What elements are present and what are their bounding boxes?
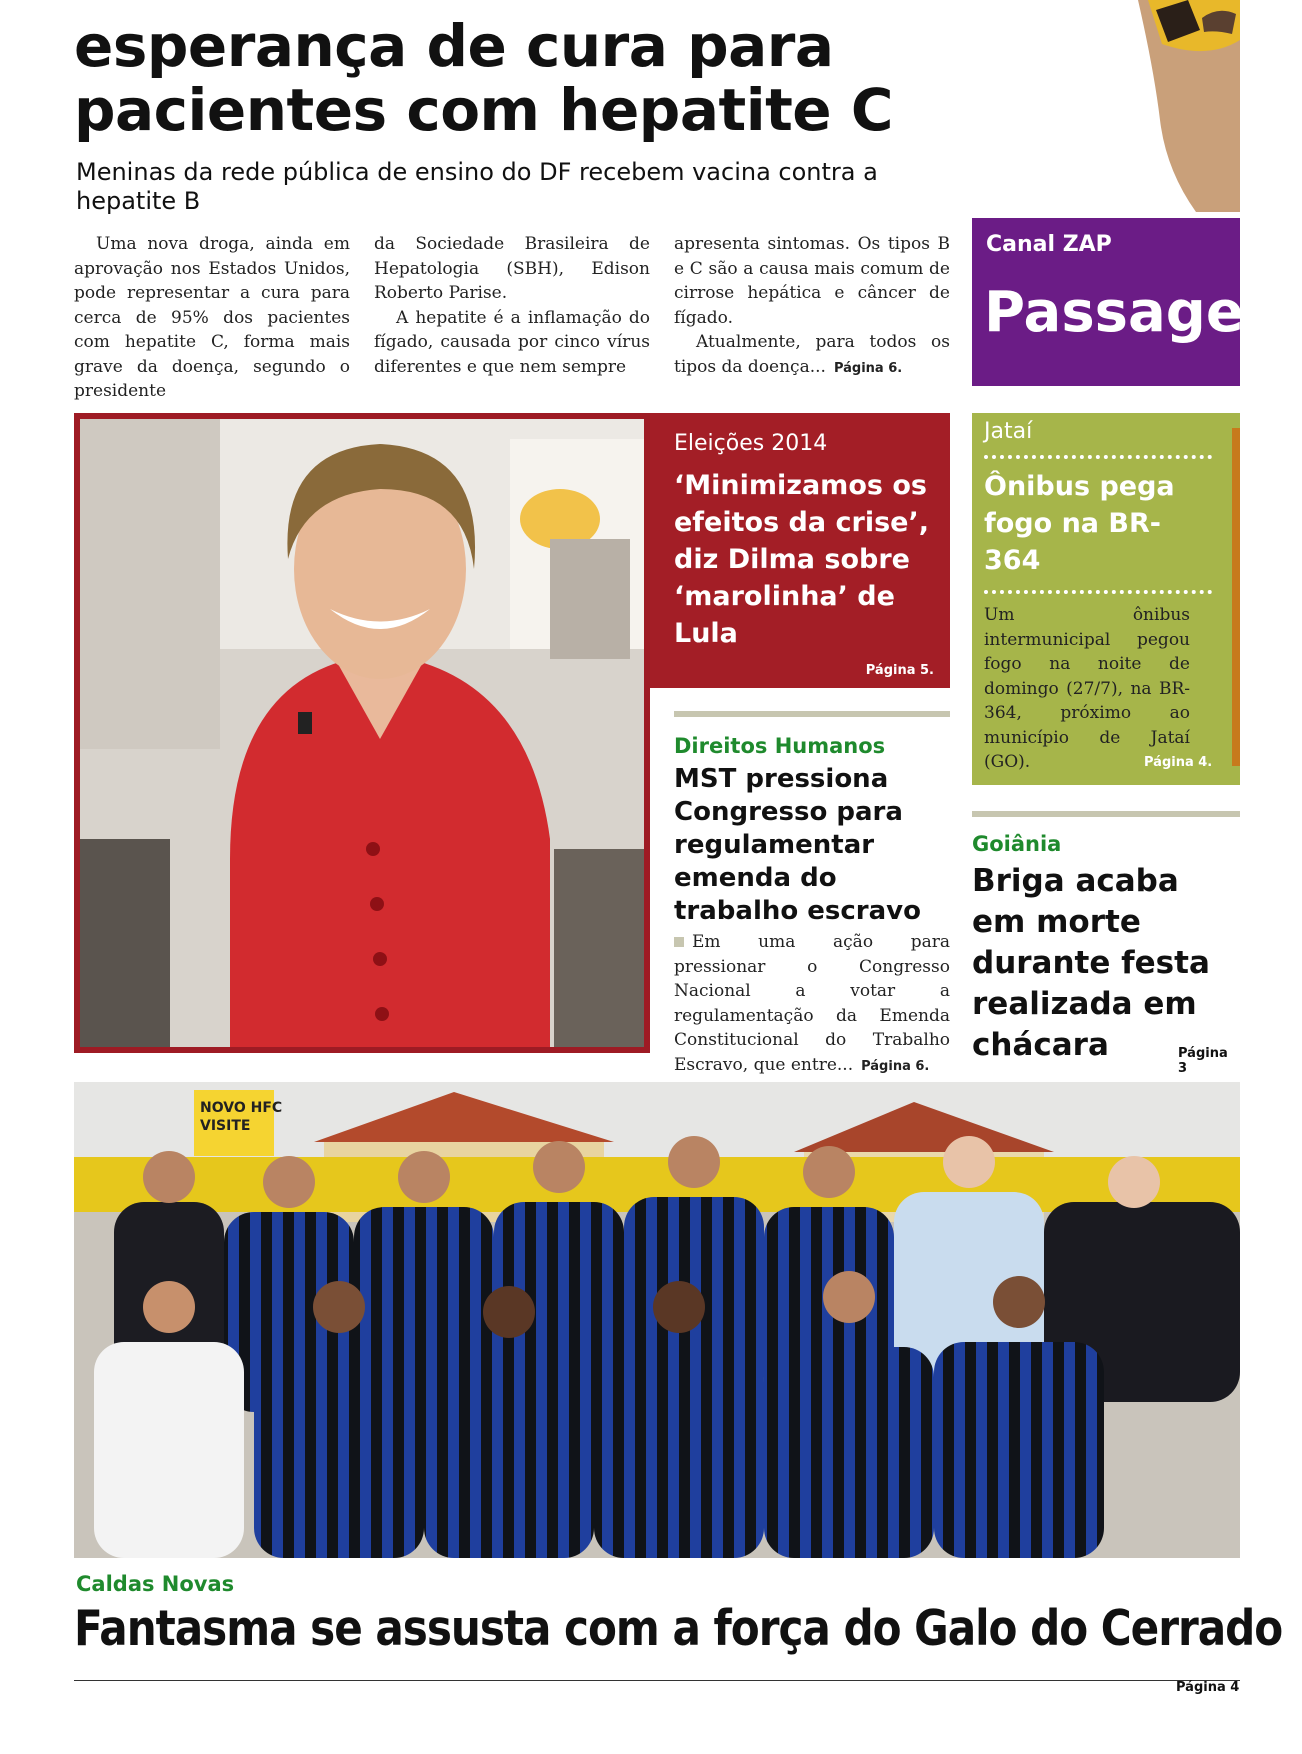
main-body-col2-text-a: da Sociedade Brasileira de Hepatologia (SBH), Edison Roberto Parise. [374, 234, 650, 303]
dilma-photo-frame [74, 413, 650, 1053]
goiania-kicker: Goiânia [972, 832, 1062, 856]
caldas-kicker: Caldas Novas [76, 1572, 235, 1596]
direitos-headline[interactable]: MST pressiona Congresso para regulamentar emenda do trabalho escravo [674, 764, 921, 926]
main-page-ref: Página 6. [833, 360, 903, 376]
direitos-page-ref: Página 6. [861, 1058, 930, 1074]
goiania-page-ref: Página 3 [1178, 1046, 1228, 1076]
jatai-body: Um ônibus intermunicipal pegou fogo na noite de domingo (27/7), na BR-364, próximo ao município de Jataí (GO). [984, 605, 1190, 772]
eleicoes-headline: ‘Minimizamos os efeitos da crise’, diz Dilma sobre ‘marolinha’ de Lula [674, 470, 929, 649]
main-body-col2-text-b: A hepatite é a inflamação do fígado, causada por cinco vírus diferentes e que nem sempre [374, 307, 650, 377]
jatai-headline: Ônibus pega fogo na BR-364 [984, 471, 1175, 576]
jatai-kicker: Jataí [984, 419, 1033, 444]
bottom-rule [74, 1680, 1240, 1681]
eleicoes-page-ref: Página 5. [865, 663, 934, 678]
main-body-col3 [674, 232, 950, 381]
banner-text-2: VISITE [200, 1118, 251, 1134]
main-body-col3-text-b: Atualmente, para todos os tipos da doença... [674, 332, 950, 377]
caldas-headline[interactable]: Fantasma se assusta com a força do Galo do Cerrado [74, 1600, 1283, 1657]
direitos-kicker: Direitos Humanos [674, 734, 886, 758]
dilma-portrait-image [80, 419, 644, 1047]
main-deck: Meninas da rede pública de ensino do DF recebem vacina contra a hepatite B [76, 158, 878, 215]
canal-zap-headline: Passagem [984, 280, 1302, 345]
eleicoes-box[interactable] [650, 413, 950, 688]
main-body-col1 [74, 232, 350, 404]
eleicoes-kicker: Eleições 2014 [674, 431, 828, 456]
goiania-rule [972, 811, 1240, 817]
football-team-image [74, 1082, 1240, 1558]
direitos-rule [674, 711, 950, 717]
main-body-col2 [374, 232, 650, 379]
jatai-side-photo [1232, 428, 1240, 766]
jatai-box[interactable] [972, 413, 1240, 785]
canal-zap-kicker: Canal ZAP [986, 232, 1112, 257]
jatai-page-ref: Página 4. [1144, 755, 1213, 770]
top-right-photo [1118, 0, 1240, 212]
square-bullet-icon [674, 937, 684, 947]
team-photo [74, 1082, 1240, 1558]
jatai-dotted-rule-bottom [984, 590, 1212, 594]
goiania-headline[interactable]: Briga acaba em morte durante festa realizada em chácara [972, 863, 1210, 1063]
caldas-page-ref: Página 4 [1176, 1680, 1240, 1695]
canal-zap-box[interactable] [972, 218, 1302, 386]
jatai-dotted-rule-top [984, 455, 1212, 459]
main-headline: esperança de cura para pacientes com hepatite C [74, 12, 893, 144]
main-body-col3-text-a: apresenta sintomas. Os tipos B e C são a causa mais comum de cirrose hepática e câncer de fígado. [674, 234, 950, 328]
main-body-col1-text: Uma nova droga, ainda em aprovação nos Estados Unidos, pode representar a cura para cerca de 95% dos pacientes com hepatite C, forma mais grave da doença, segundo o presidente [74, 234, 350, 401]
direitos-body-text: Em uma ação para pressionar o Congresso Nacional a votar a regulamentação da Emenda Constitucional do Trabalho Escravo, que entre... [674, 932, 950, 1075]
woman-figure-image [1118, 0, 1240, 212]
banner-text-1: NOVO HFC [200, 1100, 283, 1116]
direitos-body [674, 930, 950, 1079]
